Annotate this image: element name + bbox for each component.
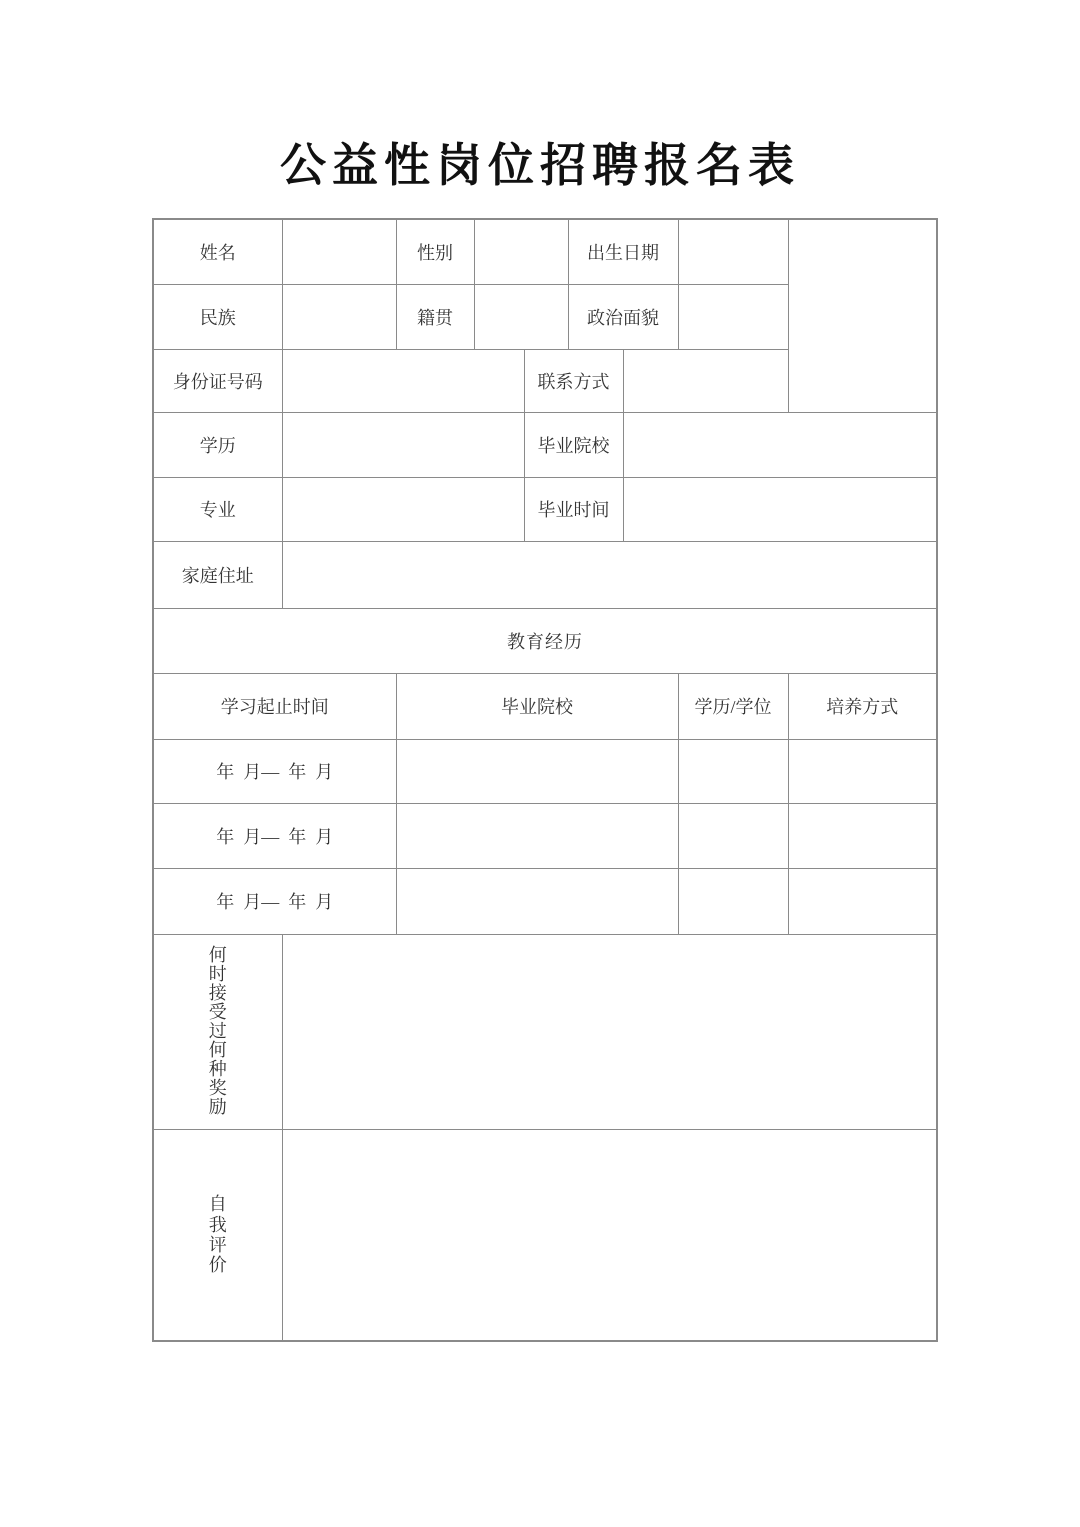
- birth-date-value-cell[interactable]: [678, 219, 788, 284]
- contact-label: 联系方式: [524, 349, 623, 412]
- education-row-2: [153, 803, 937, 868]
- graduate-school-label: 毕业院校: [524, 412, 623, 477]
- self-evaluation-label: 自我评价: [208, 1194, 227, 1275]
- row-major-gradtime: [153, 477, 937, 541]
- training-mode-cell[interactable]: [788, 868, 937, 934]
- self-evaluation-value-cell[interactable]: [282, 1129, 937, 1341]
- edu-school-cell[interactable]: [396, 868, 678, 934]
- row-self-evaluation: [153, 1129, 937, 1341]
- education-row-1: [153, 739, 937, 803]
- birth-date-label: 出生日期: [568, 219, 678, 284]
- ethnicity-value-cell[interactable]: [282, 284, 396, 349]
- awards-label-cell: [153, 934, 282, 1129]
- name-value-cell[interactable]: [282, 219, 396, 284]
- training-mode-header: 培养方式: [788, 673, 937, 739]
- id-number-value-cell[interactable]: [282, 349, 524, 412]
- degree-header: 学历/学位: [678, 673, 788, 739]
- study-period-cell[interactable]: 年 月— 年 月: [153, 868, 396, 934]
- education-level-value-cell[interactable]: [282, 412, 524, 477]
- native-place-label: 籍贯: [396, 284, 474, 349]
- graduation-time-label: 毕业时间: [524, 477, 623, 541]
- home-address-label: 家庭住址: [153, 541, 282, 608]
- education-history-title: 教育经历: [153, 608, 937, 673]
- graduation-time-value-cell[interactable]: [623, 477, 937, 541]
- study-period-cell[interactable]: 年 月— 年 月: [153, 739, 396, 803]
- education-level-label: 学历: [153, 412, 282, 477]
- ethnicity-label: 民族: [153, 284, 282, 349]
- awards-value-cell[interactable]: [282, 934, 937, 1129]
- training-mode-cell[interactable]: [788, 803, 937, 868]
- form-title: 公益性岗位招聘报名表: [280, 140, 800, 191]
- native-place-value-cell[interactable]: [474, 284, 568, 349]
- row-awards: [153, 934, 937, 1129]
- training-mode-cell[interactable]: [788, 739, 937, 803]
- awards-label: 何时接受过何种奖励: [208, 944, 227, 1118]
- row-name-gender-birth: [153, 219, 937, 284]
- application-form-table: [152, 218, 938, 1342]
- degree-cell[interactable]: [678, 868, 788, 934]
- study-period-cell[interactable]: 年 月— 年 月: [153, 803, 396, 868]
- political-status-value-cell[interactable]: [678, 284, 788, 349]
- degree-cell[interactable]: [678, 803, 788, 868]
- education-row-3: [153, 868, 937, 934]
- row-home-address: [153, 541, 937, 608]
- edu-school-cell[interactable]: [396, 739, 678, 803]
- edu-school-header: 毕业院校: [396, 673, 678, 739]
- id-number-label: 身份证号码: [153, 349, 282, 412]
- name-label: 姓名: [153, 219, 282, 284]
- edu-school-cell[interactable]: [396, 803, 678, 868]
- major-value-cell[interactable]: [282, 477, 524, 541]
- row-education-section-title: [153, 608, 937, 673]
- row-education-school: [153, 412, 937, 477]
- graduate-school-value-cell[interactable]: [623, 412, 937, 477]
- home-address-value-cell[interactable]: [282, 541, 937, 608]
- political-status-label: 政治面貌: [568, 284, 678, 349]
- photo-cell[interactable]: [788, 219, 937, 412]
- contact-value-cell[interactable]: [623, 349, 788, 412]
- major-label: 专业: [153, 477, 282, 541]
- degree-cell[interactable]: [678, 739, 788, 803]
- row-education-header: [153, 673, 937, 739]
- study-period-header: 学习起止时间: [153, 673, 396, 739]
- gender-value-cell[interactable]: [474, 219, 568, 284]
- self-evaluation-label-cell: [153, 1129, 282, 1341]
- gender-label: 性别: [396, 219, 474, 284]
